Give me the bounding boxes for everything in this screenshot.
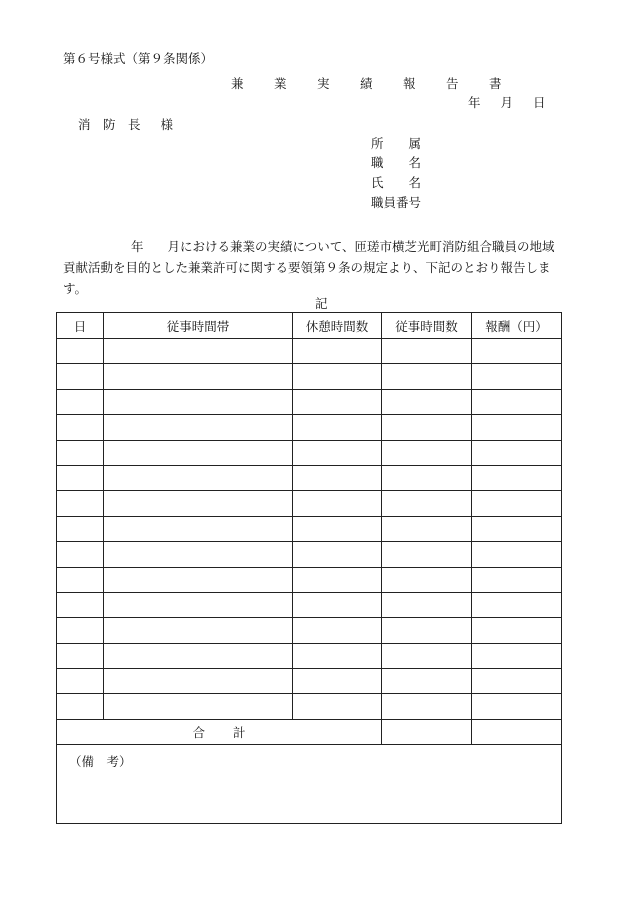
table-row — [57, 415, 562, 440]
remuneration-cell[interactable] — [472, 440, 562, 465]
table-row — [57, 516, 562, 541]
total-label-b: 計 — [233, 725, 246, 741]
remuneration-cell[interactable] — [472, 389, 562, 414]
break-hours-cell[interactable] — [293, 339, 382, 364]
header-working-hours-range: 従事時間帯 — [104, 313, 293, 339]
affiliation-label: 所 属 — [371, 136, 422, 151]
remuneration-cell[interactable] — [472, 415, 562, 440]
day-cell[interactable] — [57, 415, 104, 440]
working-hours-cell[interactable] — [382, 592, 472, 617]
working-hours-cell[interactable] — [382, 491, 472, 516]
remuneration-cell[interactable] — [472, 567, 562, 592]
remuneration-cell[interactable] — [472, 643, 562, 668]
working-hours-range-cell[interactable] — [104, 415, 293, 440]
working-hours-range-cell[interactable] — [104, 567, 293, 592]
total-row — [57, 719, 562, 744]
break-hours-cell[interactable] — [293, 389, 382, 414]
body-year-label: 年 — [131, 239, 144, 254]
working-hours-cell[interactable] — [382, 618, 472, 643]
remuneration-cell[interactable] — [472, 618, 562, 643]
working-hours-range-cell[interactable] — [104, 491, 293, 516]
table-row — [57, 567, 562, 592]
table-row — [57, 339, 562, 364]
remarks-label: （備 考） — [69, 754, 132, 770]
table-row — [57, 643, 562, 668]
working-hours-cell[interactable] — [382, 669, 472, 694]
addressee — [78, 119, 173, 132]
working-hours-range-cell[interactable] — [104, 465, 293, 490]
working-hours-cell[interactable] — [382, 694, 472, 719]
break-hours-cell[interactable] — [293, 643, 382, 668]
header-remuneration: 報酬（円） — [472, 313, 562, 339]
working-hours-range-cell[interactable] — [104, 339, 293, 364]
date-day-label: 日 — [533, 95, 546, 110]
document-title: 兼 業 実 績 報 告 書 — [231, 76, 511, 91]
date-line — [468, 97, 546, 110]
remuneration-cell[interactable] — [472, 339, 562, 364]
remarks-cell[interactable] — [57, 745, 562, 824]
total-remuneration-cell[interactable] — [472, 719, 562, 744]
table-row — [57, 440, 562, 465]
day-cell[interactable] — [57, 491, 104, 516]
working-hours-range-cell[interactable] — [104, 643, 293, 668]
table-row — [57, 669, 562, 694]
remuneration-cell[interactable] — [472, 516, 562, 541]
addressee-title: 消 防 長 — [78, 117, 141, 132]
table-row — [57, 618, 562, 643]
body-sentence: 月における兼業の実績について、匝瑳市横芝光町消防組合職員の地域貢献活動を目的とした兼業許可に関する要領第９条の規定より、下記のとおり報告します。 — [63, 239, 555, 296]
remuneration-cell[interactable] — [472, 542, 562, 567]
day-cell[interactable] — [57, 643, 104, 668]
working-hours-cell[interactable] — [382, 389, 472, 414]
working-hours-range-cell[interactable] — [104, 542, 293, 567]
table-row — [57, 389, 562, 414]
header-day: 日 — [57, 313, 104, 339]
day-cell[interactable] — [57, 465, 104, 490]
remuneration-cell[interactable] — [472, 694, 562, 719]
break-hours-cell[interactable] — [293, 440, 382, 465]
table-row — [57, 592, 562, 617]
break-hours-cell[interactable] — [293, 516, 382, 541]
header-break-hours: 休憩時間数 — [293, 313, 382, 339]
day-cell[interactable] — [57, 592, 104, 617]
break-hours-cell[interactable] — [293, 364, 382, 389]
break-hours-cell[interactable] — [293, 618, 382, 643]
table-row — [57, 465, 562, 490]
staff-number-label: 職員番号 — [371, 195, 422, 210]
remuneration-cell[interactable] — [472, 491, 562, 516]
table-row — [57, 491, 562, 516]
remuneration-cell[interactable] — [472, 364, 562, 389]
day-cell[interactable] — [57, 618, 104, 643]
break-hours-cell[interactable] — [293, 542, 382, 567]
day-cell[interactable] — [57, 542, 104, 567]
working-hours-range-cell[interactable] — [104, 618, 293, 643]
total-working-hours-cell[interactable] — [382, 719, 472, 744]
working-hours-cell[interactable] — [382, 415, 472, 440]
date-month-label: 月 — [500, 95, 514, 110]
total-label — [57, 719, 382, 744]
break-hours-cell[interactable] — [293, 567, 382, 592]
day-cell[interactable] — [57, 440, 104, 465]
table-row — [57, 694, 562, 719]
working-hours-cell[interactable] — [382, 465, 472, 490]
header-working-hours: 従事時間数 — [382, 313, 472, 339]
table-row — [57, 364, 562, 389]
working-hours-cell[interactable] — [382, 440, 472, 465]
total-label-a: 合 — [192, 725, 205, 741]
working-hours-cell[interactable] — [382, 516, 472, 541]
break-hours-cell[interactable] — [293, 465, 382, 490]
day-cell[interactable] — [57, 364, 104, 389]
date-year-label: 年 — [468, 95, 481, 110]
table-row — [57, 542, 562, 567]
day-cell[interactable] — [57, 669, 104, 694]
working-hours-range-cell[interactable] — [104, 592, 293, 617]
working-hours-cell[interactable] — [382, 643, 472, 668]
break-hours-cell[interactable] — [293, 694, 382, 719]
working-hours-cell[interactable] — [382, 542, 472, 567]
work-record-table — [56, 312, 562, 824]
working-hours-cell[interactable] — [382, 339, 472, 364]
ki-heading: 記 — [315, 296, 328, 311]
break-hours-cell[interactable] — [293, 669, 382, 694]
working-hours-range-cell[interactable] — [104, 440, 293, 465]
break-hours-cell[interactable] — [293, 491, 382, 516]
remarks-row — [57, 745, 562, 824]
day-cell[interactable] — [57, 389, 104, 414]
position-label: 職 名 — [371, 155, 422, 170]
working-hours-range-cell[interactable] — [104, 516, 293, 541]
remuneration-cell[interactable] — [472, 669, 562, 694]
addressee-honorific: 様 — [160, 117, 174, 132]
report-body-text — [63, 236, 563, 299]
table-header-row — [57, 313, 562, 339]
day-cell[interactable] — [57, 694, 104, 719]
day-cell[interactable] — [57, 516, 104, 541]
break-hours-cell[interactable] — [293, 415, 382, 440]
remuneration-cell[interactable] — [472, 592, 562, 617]
working-hours-range-cell[interactable] — [104, 694, 293, 719]
day-cell[interactable] — [57, 567, 104, 592]
table-body — [57, 339, 562, 720]
working-hours-cell[interactable] — [382, 567, 472, 592]
form-number: 第６号様式（第９条関係） — [63, 51, 214, 66]
working-hours-range-cell[interactable] — [104, 669, 293, 694]
break-hours-cell[interactable] — [293, 592, 382, 617]
working-hours-range-cell[interactable] — [104, 364, 293, 389]
name-label: 氏 名 — [371, 175, 422, 190]
remuneration-cell[interactable] — [472, 465, 562, 490]
working-hours-cell[interactable] — [382, 364, 472, 389]
day-cell[interactable] — [57, 339, 104, 364]
working-hours-range-cell[interactable] — [104, 389, 293, 414]
